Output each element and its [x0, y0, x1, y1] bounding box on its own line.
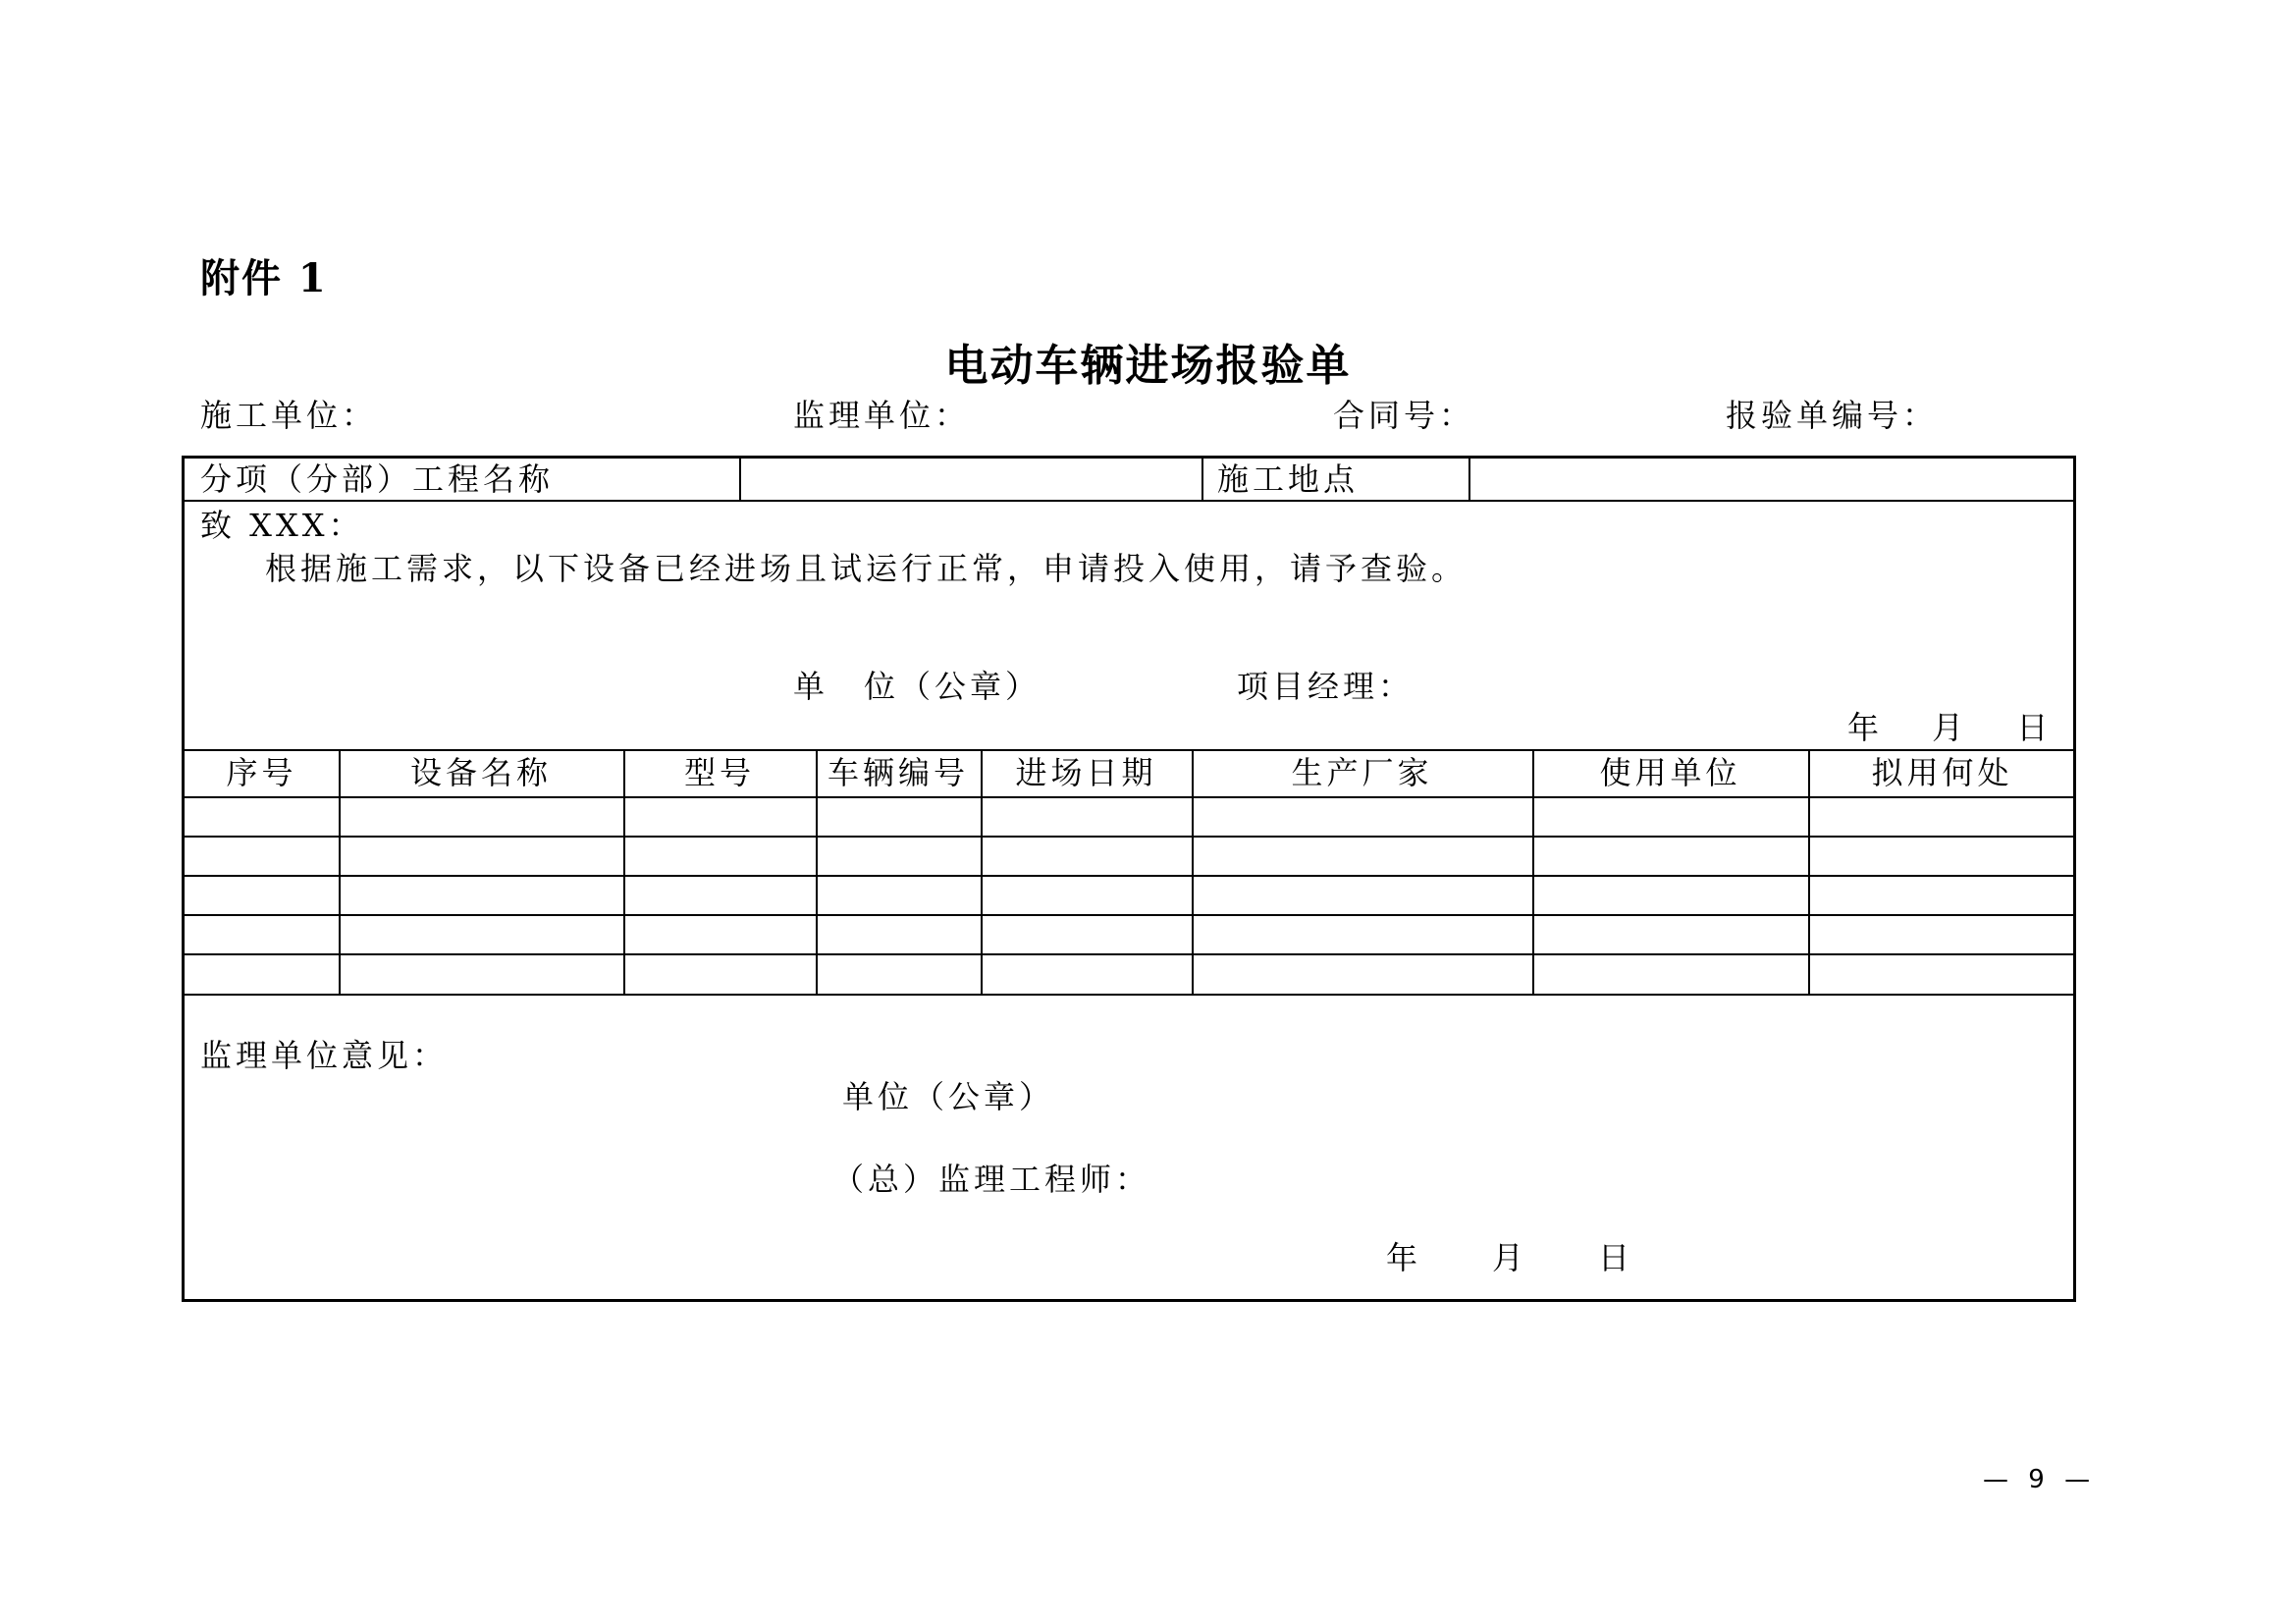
- request-body: 根据施工需求，以下设备已经进场且试运行正常，申请投入使用，请予查验。: [265, 550, 1468, 587]
- report-no-label: 报验单编号：: [1726, 397, 1939, 434]
- project-name-label: 分项（分部）工程名称: [200, 460, 555, 498]
- supervision-unit-seal: 单位（公章）: [842, 1078, 1055, 1115]
- row-divider: [185, 796, 2073, 798]
- supervision-date: 年 月 日: [1386, 1239, 1634, 1276]
- request-date: 年 月 日: [1847, 709, 2053, 746]
- col-divider: [1468, 459, 1470, 501]
- col-divider: [739, 459, 741, 501]
- col-header-model: 型号: [683, 754, 755, 791]
- supervision-unit-label: 监理单位：: [793, 397, 971, 434]
- col-header-intended-use: 拟用何处: [1871, 754, 2013, 791]
- col-header-equipment-name: 设备名称: [409, 754, 552, 791]
- col-header-vehicle-no: 车辆编号: [827, 754, 969, 791]
- row-divider: [185, 994, 2073, 996]
- col-header-user-unit: 使用单位: [1599, 754, 1741, 791]
- construction-unit-label: 施工单位：: [200, 397, 378, 434]
- attachment-label: 附件 1: [200, 255, 328, 301]
- row-divider: [185, 914, 2073, 916]
- contract-no-label: 合同号：: [1333, 397, 1475, 434]
- row-divider: [185, 953, 2073, 955]
- col-header-entry-date: 进场日期: [1015, 754, 1157, 791]
- col-header-serial: 序号: [226, 754, 297, 791]
- col-divider: [1201, 459, 1203, 501]
- col-header-manufacturer: 生产厂家: [1291, 754, 1433, 791]
- supervision-engineer-label: （总）监理工程师：: [832, 1161, 1151, 1198]
- addressee: 致 XXX：: [200, 507, 364, 544]
- site-location-label: 施工地点: [1217, 460, 1360, 498]
- supervision-opinion-label: 监理单位意见：: [200, 1037, 449, 1074]
- inspection-form-table: [182, 456, 2076, 1302]
- applicant-unit-seal: 单 位（公章）: [793, 668, 1041, 705]
- row-divider: [185, 875, 2073, 877]
- project-manager-label: 项目经理：: [1237, 668, 1415, 705]
- row-divider: [185, 836, 2073, 838]
- row-divider: [185, 500, 2073, 502]
- form-title: 电动车辆进场报验单: [944, 341, 1352, 391]
- page-number: — 9 —: [1983, 1465, 2097, 1494]
